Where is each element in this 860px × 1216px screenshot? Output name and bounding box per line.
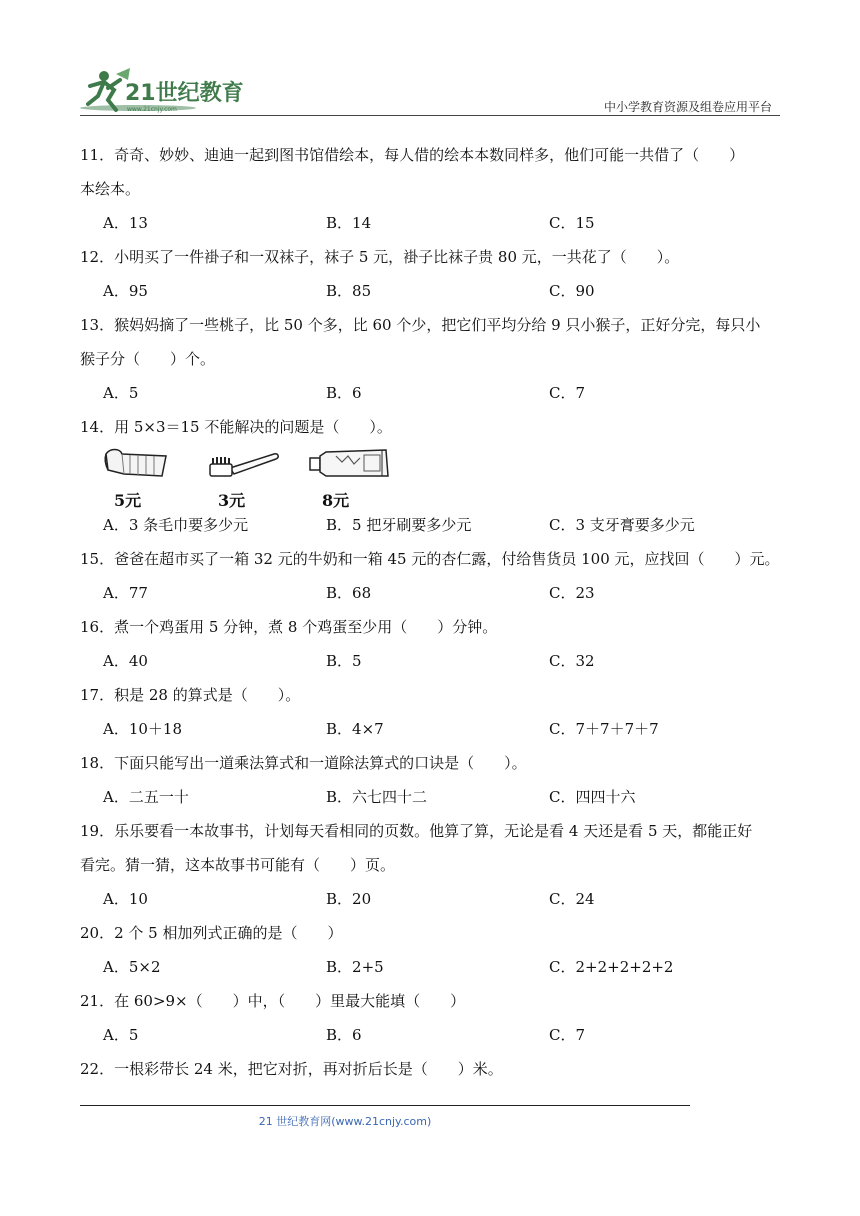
question-17 — [80, 678, 780, 746]
option-a: A．10＋18 — [103, 720, 183, 738]
question-stem: 19．乐乐要看一本故事书，计划每天看相同的页数。他算了算，无论是看 4 天还是看 5 天，都能正好 — [80, 822, 753, 840]
question-stem: 13．猴妈妈摘了一些桃子，比 50 个多，比 60 个少，把它们平均分给 9 只小猴子，正好分完，每只小 — [80, 316, 761, 334]
option-b: B．6 — [326, 384, 362, 402]
options-row — [80, 508, 780, 542]
option-a: A．3 条毛巾要多少元 — [103, 516, 249, 534]
question-stem: 21．在 60>9×（ ）中，（ ）里最大能填（ ） — [80, 992, 466, 1010]
question-stem: 12．小明买了一件褂子和一双袜子，袜子 5 元，褂子比袜子贵 80 元，一共花了（ ）。 — [80, 248, 680, 266]
option-c: C．7＋7＋7＋7 — [549, 720, 659, 738]
option-b: B．6 — [326, 1026, 362, 1044]
question-11 — [80, 138, 780, 240]
product-pictures — [80, 446, 780, 508]
option-b: B．14 — [326, 214, 372, 232]
option-b: B．68 — [326, 584, 372, 602]
toothbrush-item — [204, 446, 306, 508]
option-a: A．95 — [103, 282, 148, 300]
option-b: B．5 — [326, 652, 362, 670]
question-stem-cont: 本绘本。 — [80, 180, 141, 198]
option-b: B．2+5 — [326, 958, 384, 976]
question-18 — [80, 746, 780, 814]
question-21 — [80, 984, 780, 1052]
option-c: C．7 — [549, 384, 586, 402]
options-row — [80, 376, 780, 410]
question-22 — [80, 1052, 780, 1086]
toothpaste-item — [308, 446, 410, 508]
towel-item — [100, 446, 202, 508]
option-a: A．13 — [103, 214, 148, 232]
option-b: B．六七四十二 — [326, 788, 428, 806]
svg-text:21世纪教育: 21世纪教育 — [125, 81, 244, 106]
question-stem-cont: 猴子分（ ）个。 — [80, 350, 216, 368]
question-stem: 18．下面只能写出一道乘法算式和一道除法算式的口诀是（ ）。 — [80, 754, 527, 772]
option-b: B．5 把牙刷要多少元 — [326, 516, 472, 534]
svg-text:www.21cnjy.com: www.21cnjy.com — [127, 106, 177, 113]
options-row — [80, 274, 780, 308]
option-b: B．85 — [326, 282, 372, 300]
option-c: C．四四十六 — [549, 788, 636, 806]
option-c: C．2+2+2+2+2 — [549, 958, 674, 976]
footer-divider — [80, 1105, 690, 1106]
toothbrush-price: 3元 — [218, 491, 246, 510]
option-c: C．15 — [549, 214, 595, 232]
question-13 — [80, 308, 780, 410]
question-stem: 16．煮一个鸡蛋用 5 分钟，煮 8 个鸡蛋至少用（ ）分钟。 — [80, 618, 498, 636]
question-16 — [80, 610, 780, 678]
option-c: C．7 — [549, 1026, 586, 1044]
option-a: A．5 — [103, 1026, 139, 1044]
towel-price: 5元 — [114, 491, 142, 510]
toothpaste-price: 8元 — [322, 491, 350, 510]
option-a: A．40 — [103, 652, 148, 670]
page-header — [80, 66, 780, 116]
option-a: A．5×2 — [103, 958, 161, 976]
question-20 — [80, 916, 780, 984]
question-list — [80, 138, 780, 1086]
footer-link[interactable]: 21 世纪教育网(www.21cnjy.com) — [258, 1115, 432, 1128]
question-19 — [80, 814, 780, 916]
question-stem: 20．2 个 5 相加列式正确的是（ ） — [80, 924, 343, 942]
options-row — [80, 576, 780, 610]
option-b: B．4×7 — [326, 720, 384, 738]
options-row — [80, 712, 780, 746]
towel-icon — [100, 446, 172, 482]
header-divider — [80, 115, 780, 116]
question-stem: 17．积是 28 的算式是（ ）。 — [80, 686, 301, 704]
option-c: C．90 — [549, 282, 595, 300]
option-b: B．20 — [326, 890, 372, 908]
toothpaste-icon — [308, 446, 392, 482]
toothbrush-icon — [204, 446, 284, 482]
question-stem: 14．用 5×3＝15 不能解决的问题是（ ）。 — [80, 418, 392, 436]
question-14 — [80, 410, 780, 542]
options-row — [80, 882, 780, 916]
question-12 — [80, 240, 780, 308]
platform-title: 中小学教育资源及组卷应用平台 — [603, 100, 772, 114]
options-row — [80, 206, 780, 240]
site-logo — [80, 66, 255, 116]
option-c: C．3 支牙膏要多少元 — [549, 516, 695, 534]
options-row — [80, 644, 780, 678]
option-a: A．5 — [103, 384, 139, 402]
question-stem: 22．一根彩带长 24 米，把它对折，再对折后长是（ ）米。 — [80, 1060, 503, 1078]
option-c: C．24 — [549, 890, 595, 908]
options-row — [80, 780, 780, 814]
option-a: A．二五一十 — [103, 788, 189, 806]
question-15 — [80, 542, 780, 610]
option-a: A．77 — [103, 584, 148, 602]
question-stem: 11．奇奇、妙妙、迪迪一起到图书馆借绘本，每人借的绘本本数同样多，他们可能一共借了（ ） — [80, 146, 745, 164]
option-c: C．32 — [549, 652, 595, 670]
option-c: C．23 — [549, 584, 595, 602]
option-a: A．10 — [103, 890, 148, 908]
question-stem: 15．爸爸在超市买了一箱 32 元的牛奶和一箱 45 元的杏仁露，付给售货员 100 元，应找回（ ）元。 — [80, 550, 780, 568]
options-row — [80, 1018, 780, 1052]
question-stem-cont: 看完。猜一猜，这本故事书可能有（ ）页。 — [80, 856, 396, 874]
options-row — [80, 950, 780, 984]
